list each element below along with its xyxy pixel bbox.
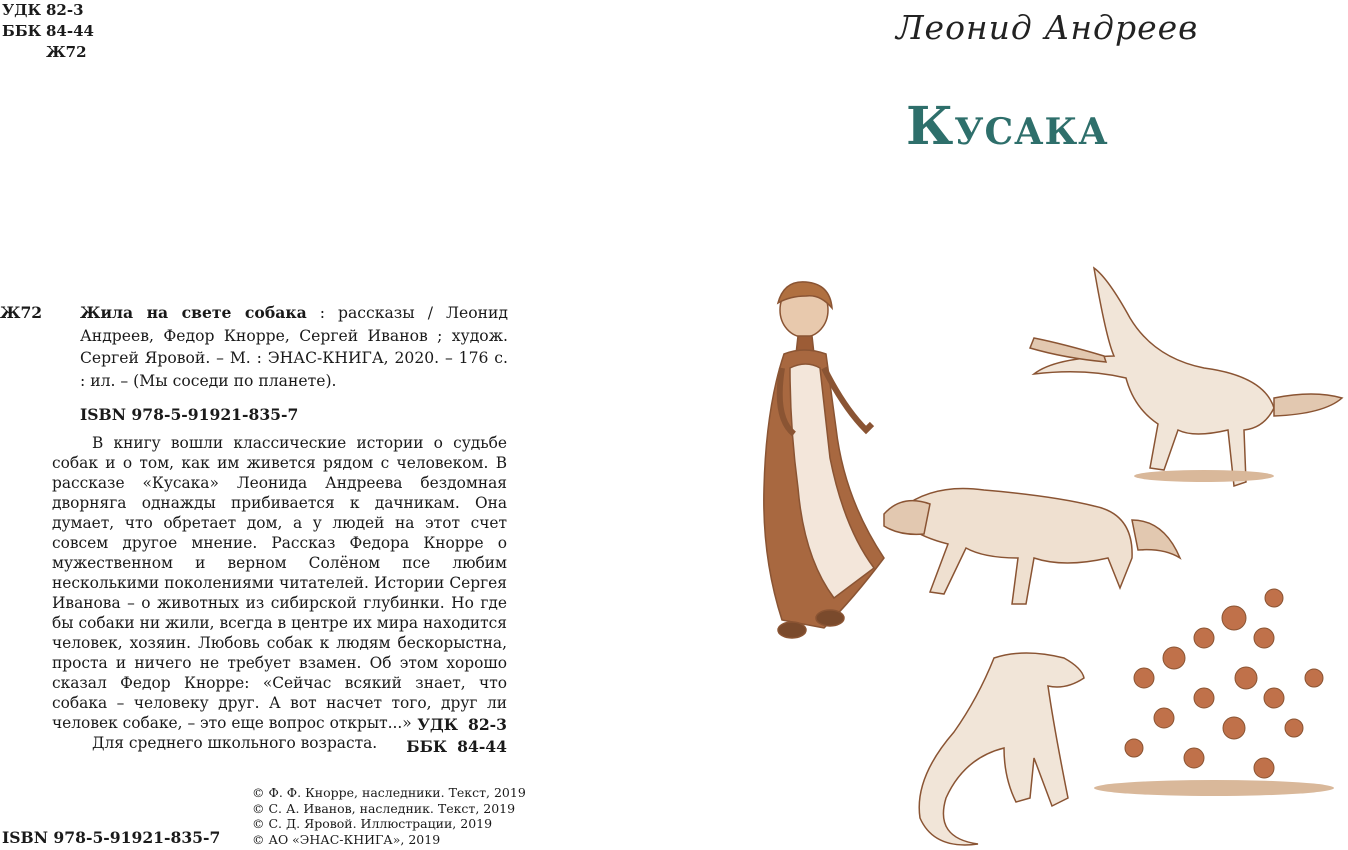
dog-biting: [884, 488, 1180, 604]
annotation-text: В книгу вошли классические истории о судьбе собак и о том, как им живется рядом с человеком. В рассказе «Кусака» Леонида Андреева бездомная дворняга однажды прибивается к дачникам. Она думает, что обретает дом, а у людей на этот счет совсем другое мнение. Рассказ Федора Кнорре о мужественном и верном Солёном псе любим несколькими поколениями читателей. Истории Сергея Иванова – о животных из сибирской глубинки. Но где бы собаки ни жили, всегда в центре их мира находится человек, хозяин. Любовь собак к людям бескорыстна, проста и ничего не требует взамен. Об этом хорошо сказал Федор Кнорре: «Сейчас всякий знает, что собака – человеку друг. А вот насчет того, друг ли человек собаке, – это еще вопрос открыт...»: [52, 434, 507, 732]
entry-details: : рассказы / Леонид Андреев, Федор Кнорре, Сергей Иванов ; худож. Сергей Яровой. – М. : ЭНАС-КНИГА, 2020. – 176 с. : ил. – (Мы соседи по планете).: [80, 304, 508, 390]
annotation: [52, 433, 507, 753]
age-rating: Для среднего школьного возраста.: [92, 734, 378, 752]
entry-author-mark: Ж72: [0, 303, 43, 322]
udk-code-top: УДК 82-3: [2, 1, 84, 19]
book-title: Кусака: [906, 96, 1109, 157]
copyright-notices: [252, 785, 526, 847]
author-name: Леонид Андреев: [896, 8, 1199, 47]
girl-figure: [764, 282, 884, 638]
dog-jumping: [1030, 268, 1342, 486]
copyright-line: © С. А. Иванов, наследник. Текст, 2019: [252, 800, 516, 816]
isbn-main: ISBN 978-5-91921-835-7: [80, 405, 299, 424]
bbk-code-bottom: ББК 84-44: [406, 737, 507, 756]
udk-code-bottom: УДК 82-3: [417, 715, 507, 734]
entry-title: Жила на свете собака: [80, 303, 307, 322]
classification-codes-top: [2, 0, 94, 63]
copyright-line: © С. Д. Яровой. Иллюстрации, 2019: [252, 816, 493, 831]
bibliographic-entry: [0, 302, 508, 392]
author-mark-top: Ж72: [46, 43, 87, 61]
right-page: [674, 0, 1348, 850]
isbn-footer: ISBN 978-5-91921-835-7: [2, 828, 221, 847]
dog-sitting: [919, 653, 1084, 845]
copyright-line: © Ф. Ф. Кнорре, наследники. Текст, 2019: [252, 785, 526, 800]
copyright-line: © АО «ЭНАС-КНИГА», 2019: [252, 831, 441, 847]
bush: [1094, 589, 1334, 796]
bbk-code-top: ББК 84-44: [2, 22, 94, 40]
entry-description: [80, 302, 508, 392]
classification-codes-bottom: [406, 714, 507, 758]
sepia-illustration: [734, 258, 1348, 850]
